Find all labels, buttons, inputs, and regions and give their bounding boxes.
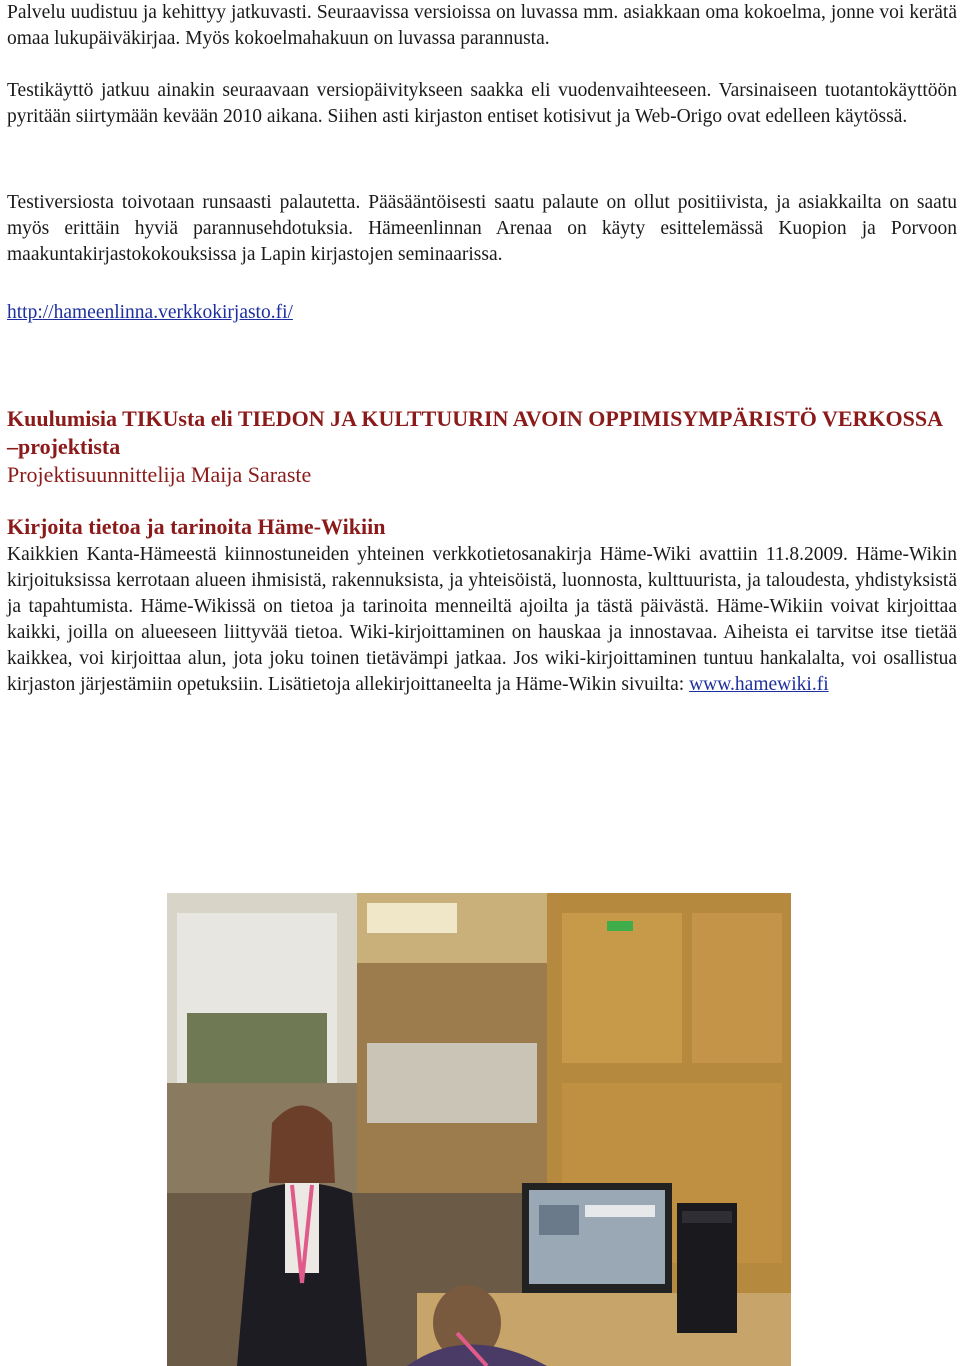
article-author: Projektisuunnittelija Maija Saraste — [7, 462, 312, 487]
intro-paragraph-2: Testikäyttö jatkuu ainakin seuraavaan versiopäivitykseen saakka eli vuodenvaihteeseen. Varsinaiseen tuotantokäyttöön pyritään siirtymään kevään 2010 aikana. Siihen asti kirjaston entiset kotisivut ja Web-Origo ovat edelleen käytössä. — [7, 80, 957, 127]
intro-paragraph-1: Palvelu uudistuu ja kehittyy jatkuvasti. Seuraavissa versioissa on luvassa mm. asiakkaan oma kokoelma, jonne voi kerätä omaa lukupäiväkirjaa. Myös kokoelmahakuun on luvassa parannusta. — [7, 2, 957, 49]
library-link-line — [7, 300, 957, 326]
hamewiki-link[interactable]: www.hamewiki.fi — [689, 674, 829, 695]
library-presentation-photo — [167, 893, 791, 1366]
article-body — [7, 542, 957, 698]
library-link[interactable]: http://hameenlinna.verkkokirjasto.fi/ — [7, 302, 293, 323]
article-body-text: Kaikkien Kanta-Hämeestä kiinnostuneiden yhteinen verkkotietosanakirja Häme-Wiki avattiin 11.8.2009. Häme-Wikin kirjoituksissa kerrotaan alueen ihmisistä, rakennuksista, ja yhteisöistä, luonnosta, kulttuurista, ja taloudesta, yhdistyksistä ja tapahtumista. Häme-Wikissä on tietoa ja tarinoita menneiltä ajoilta ja tästä päivästä. Häme-Wikiin voivat kirjoittaa kaikki, joilla on alueeseen liittyvää tietoa. Wiki-kirjoittaminen on hauskaa ja innostavaa. Aiheista ei tarvitse itse tietää kaikkea, voi kirjoittaa alun, jota joku toinen tietävämpi jatkaa. Jos wiki-kirjoittaminen tuntuu hankalalta, voi osallistua kirjaston järjestämiin opetuksiin. Lisätietoja allekirjoittaneelta ja Häme-Wikin sivuilta: — [7, 544, 957, 695]
article-subheading: Kirjoita tietoa ja tarinoita Häme-Wikiin — [7, 514, 386, 539]
intro-paragraph-3: Testiversiosta toivotaan runsaasti palautetta. Pääsääntöisesti saatu palaute on ollut positiivista, ja asiakkailta on saatu myös erittäin hyviä parannusehdotuksia. Hämeenlinnan Arenaa on käyty esittelemässä Kuopion ja Porvoon maakuntakirjastokokouksissa ja Lapin kirjastojen seminaarissa. — [7, 192, 957, 265]
article-heading: Kuulumisia TIKUsta eli TIEDON JA KULTTUURIN AVOIN OPPIMISYMPÄRISTÖ VERKOSSA –projektista — [7, 406, 942, 459]
